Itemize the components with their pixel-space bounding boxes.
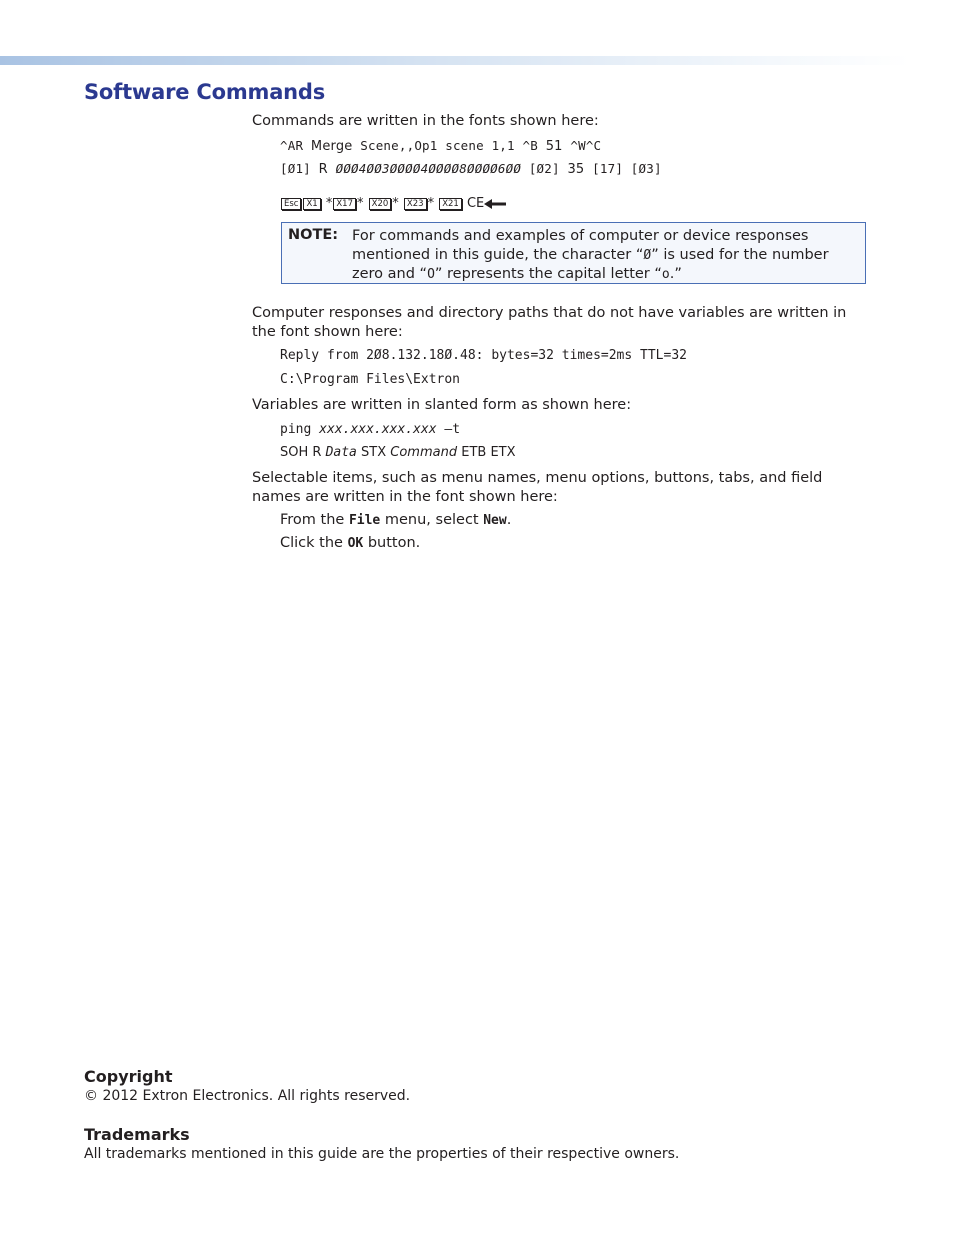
enter-arrow-icon bbox=[484, 199, 506, 209]
soh-part: STX bbox=[361, 445, 387, 460]
cmd2-part: 35 bbox=[567, 162, 585, 177]
soh-line bbox=[280, 444, 516, 462]
copyright-text: © 2012 Extron Electronics. All rights reserved. bbox=[84, 1088, 411, 1104]
responses-paragraph: Computer responses and directory paths that do not have variables are written in the font shown here: bbox=[252, 305, 847, 340]
file-menu-label: File bbox=[348, 513, 381, 528]
ping-line bbox=[280, 421, 460, 439]
cmd1-ctrl-wc: ^W^C bbox=[570, 138, 602, 153]
cmd2-part: [17] bbox=[592, 161, 624, 176]
note-text-part: ” is used for the number zero and “ bbox=[352, 247, 829, 282]
copyright-heading: Copyright bbox=[84, 1067, 173, 1086]
note-text-part: ” represents the capital letter “ bbox=[434, 266, 662, 282]
command-example-2 bbox=[280, 160, 662, 179]
cmd2-part: ØØ4ØØ bbox=[405, 161, 444, 176]
cmd2-part: [Ø1] bbox=[280, 161, 311, 176]
cmd1-ctrl-a: ^AR bbox=[280, 138, 304, 153]
ok-button-label: OK bbox=[347, 536, 364, 551]
note-o-char: o bbox=[661, 267, 670, 282]
command-example-1 bbox=[280, 137, 601, 156]
selectable-paragraph: Selectable items, such as menu names, menu options, buttons, tabs, and field names are written in the font shown here: bbox=[252, 470, 823, 505]
soh-part: SOH R bbox=[280, 445, 322, 460]
from-file-part: menu, select bbox=[384, 512, 479, 528]
new-item-label: New bbox=[483, 513, 507, 528]
click-ok-line bbox=[280, 534, 420, 553]
key-x17: X17 bbox=[333, 198, 356, 210]
cmd1-number: 51 bbox=[545, 139, 563, 154]
note-box bbox=[281, 222, 866, 284]
reply-line: Reply from 2Ø8.132.18Ø.48: bytes=32 times=2ms TTL=32 bbox=[280, 348, 687, 363]
key-x1: X1 bbox=[303, 198, 320, 210]
click-ok-part: button. bbox=[367, 535, 421, 551]
cmd2-part: R bbox=[318, 162, 328, 177]
cmd2-part: ØØ8ØØ bbox=[443, 161, 483, 176]
cmd1-merge: Merge bbox=[310, 139, 353, 154]
cmd2-part: ØØØ4 bbox=[335, 161, 367, 176]
click-ok-part: Click the bbox=[280, 535, 343, 551]
soh-var: Data bbox=[325, 445, 357, 460]
cmd1-scene: Scene,,Op1 scene 1,1 bbox=[360, 138, 515, 153]
from-file-line bbox=[280, 511, 511, 530]
star: * bbox=[392, 196, 399, 211]
trademarks-text: All trademarks mentioned in this guide are the properties of their respective owners. bbox=[84, 1146, 680, 1162]
from-file-part: . bbox=[506, 512, 512, 528]
intro-paragraph: Commands are written in the fonts shown here: bbox=[252, 113, 599, 129]
note-text-part: For commands and examples of computer or device responses mentioned in this guide, the character “ bbox=[352, 228, 809, 263]
header-gradient-bar bbox=[0, 56, 910, 65]
ce-text: CE bbox=[466, 196, 485, 211]
ping-flag: —t bbox=[444, 422, 461, 437]
cmd2-part: ØØ6ØØ bbox=[482, 161, 522, 176]
path-line: C:\Program Files\Extron bbox=[280, 372, 461, 387]
variables-paragraph: Variables are written in slanted form as shown here: bbox=[252, 397, 632, 413]
note-label: NOTE: bbox=[288, 227, 339, 243]
key-x21: X21 bbox=[439, 198, 462, 210]
ping-cmd: ping bbox=[280, 422, 312, 437]
trademarks-heading: Trademarks bbox=[84, 1125, 190, 1144]
note-text-part: .” bbox=[669, 266, 682, 282]
note-o-char: O bbox=[427, 267, 435, 282]
star: * bbox=[427, 196, 435, 211]
command-example-3 bbox=[280, 195, 506, 213]
star: * bbox=[357, 196, 364, 211]
note-text bbox=[352, 227, 857, 284]
from-file-part: From the bbox=[280, 512, 345, 528]
key-esc: Esc bbox=[281, 198, 301, 210]
key-x20: X20 bbox=[369, 198, 392, 210]
ping-var: xxx.xxx.xxx.xxx bbox=[319, 422, 437, 437]
soh-var: Command bbox=[390, 445, 458, 460]
cmd2-part: [Ø2] bbox=[528, 161, 560, 176]
soh-part: ETB ETX bbox=[461, 445, 516, 460]
star: * bbox=[325, 196, 333, 211]
page-title: Software Commands bbox=[84, 80, 326, 104]
cmd1-ctrl-b: ^B bbox=[522, 138, 538, 153]
cmd2-part: [Ø3] bbox=[630, 161, 662, 176]
cmd2-part: ØØ3ØØ bbox=[366, 161, 406, 176]
note-zero-char: Ø bbox=[643, 248, 652, 263]
key-x23: X23 bbox=[404, 198, 427, 210]
